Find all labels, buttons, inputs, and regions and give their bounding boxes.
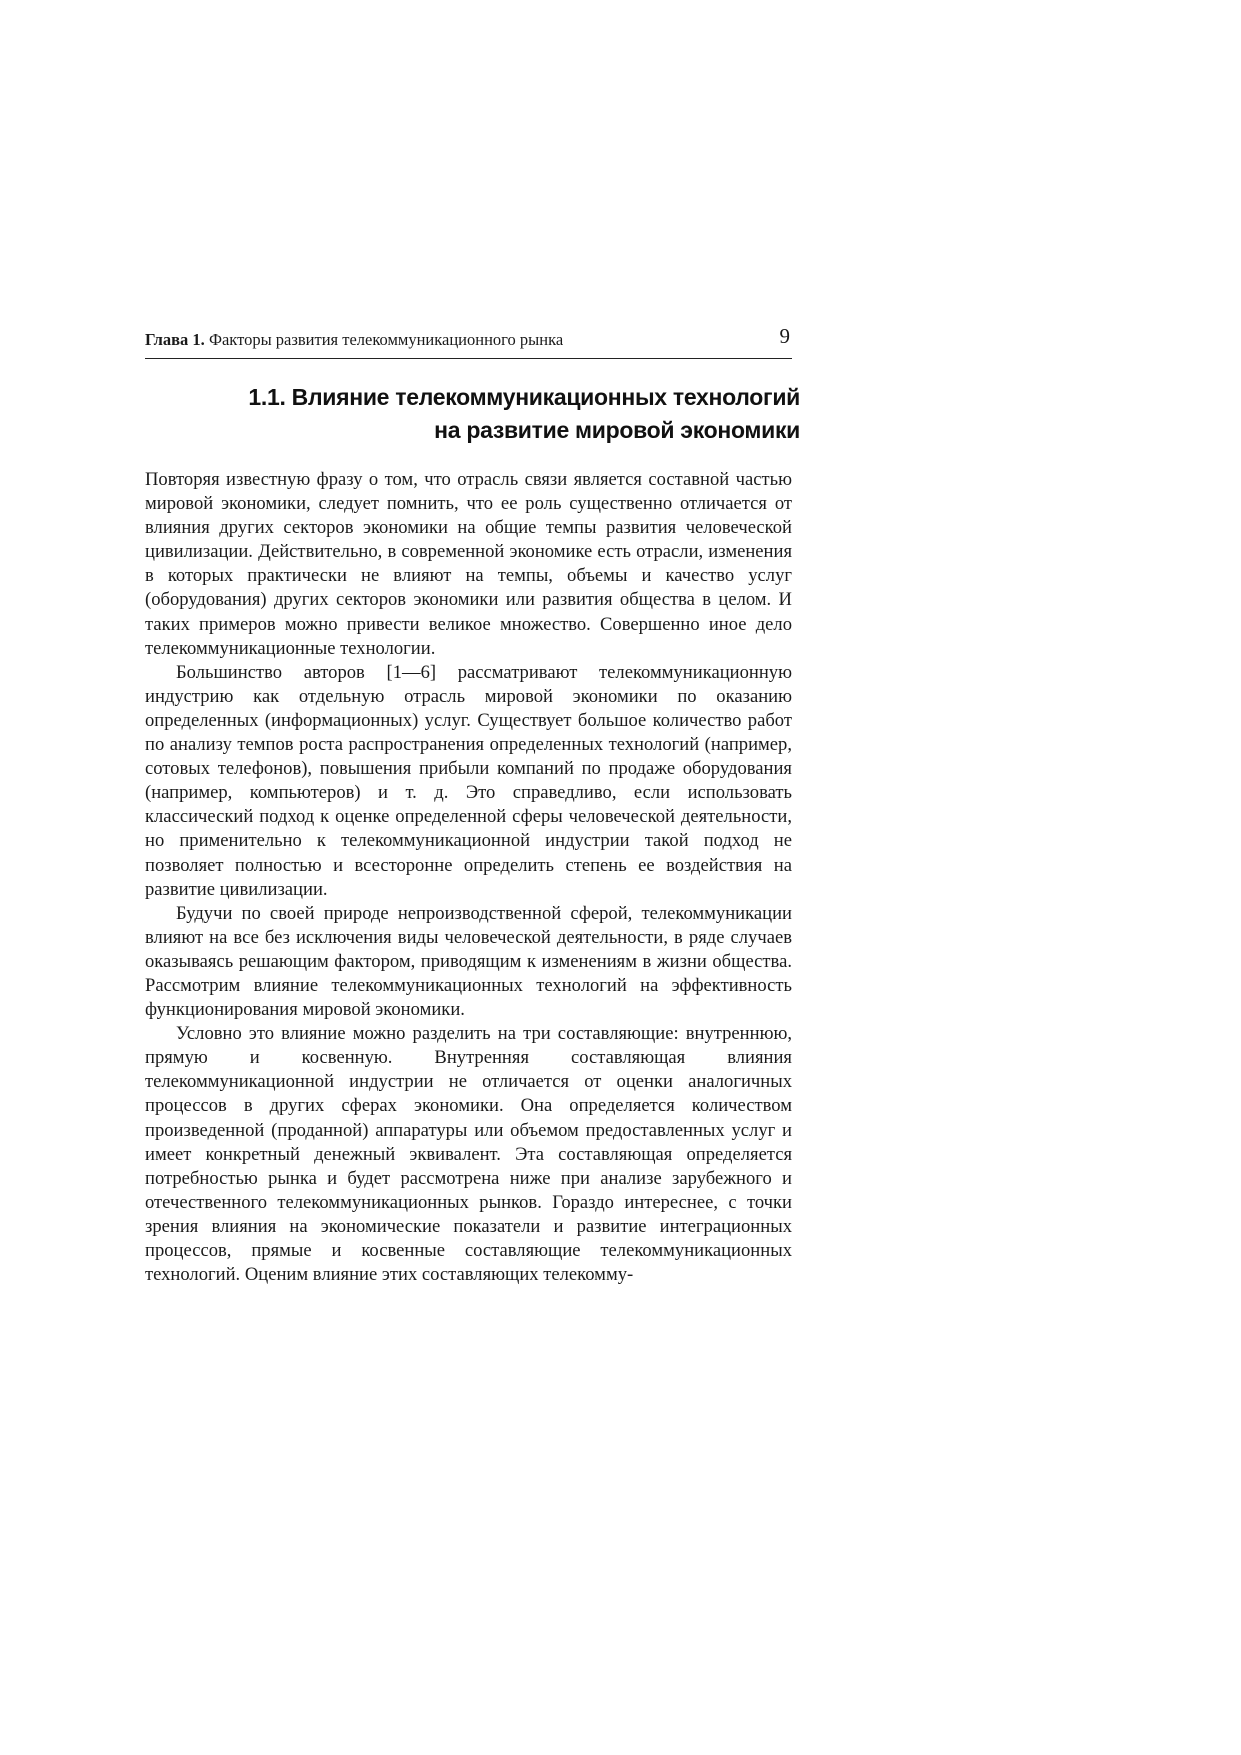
running-head: [145, 324, 792, 359]
chapter-label: Глава 1.: [145, 330, 205, 349]
paragraph-3: Будучи по своей природе непроизводственной сферой, телекоммуникации влияют на все без исключения виды человеческой деятельности, в ряде случаев оказываясь решающим фактором, приводящим к изменениям в жизни общества. Рассмотрим влияние телекоммуникационных технологий на эффективность функционирования мировой экономики.: [145, 902, 792, 1021]
paragraph-2: Большинство авторов [1—6] рассматривают телекоммуникационную индустрию как отдельную отрасль мировой экономики по оказанию определенных (информационных) услуг. Существует большое количество работ по анализу темпов роста распространения определенных технологий (например, сотовых телефонов), повышения прибыли компаний по продаже оборудования (например, компьютеров) и т. д. Это справедливо, если использовать классический подход к оценке определенной сферы человеческой деятельности, но применительно к телекоммуникационной индустрии такой подход не позволяет полностью и всесторонне определить степень ее воздействия на развитие цивилизации.: [145, 661, 792, 900]
page-number: 9: [779, 324, 790, 348]
section-title-line-2: на развитие мировой экономики: [434, 417, 800, 443]
section-title: [145, 381, 800, 447]
paragraph-4: Условно это влияние можно разделить на три составляющие: внутреннюю, прямую и косвенную. Внутренняя составляющая влияния телекоммуникационной индустрии не отличается от оценки аналогичных процессов в других сферах экономики. Она определяется количеством произведенной (проданной) аппаратуры или объемом предоставленных услуг и имеет конкретный денежный эквивалент. Эта составляющая определяется потребностью рынка и будет рассмотрена ниже при анализе зарубежного и отечественного телекоммуникационных рынков. Гораздо интереснее, с точки зрения влияния на экономические показатели и развитие интеграционных процессов, прямые и косвенные составляющие телекоммуникационных технологий. Оценим влияние этих составляющих телекомму-: [145, 1023, 792, 1286]
paragraph-1: Повторяя известную фразу о том, что отрасль связи является составной частью мировой экономики, следует помнить, что ее роль существенно отличается от влияния других секторов экономики на общие темпы развития человеческой цивилизации. Действительно, в современной экономике есть отрасли, изменения в которых практически не влияют на темпы, объемы и качество услуг (оборудования) других секторов экономики или развития общества в целом. И таких примеров можно привести великое множество. Совершенно иное дело телекоммуникационные технологии.: [145, 469, 792, 659]
chapter-title: Факторы развития телекоммуникационного рынка: [208, 330, 564, 349]
section-title-line-1: 1.1. Влияние телекоммуникационных технологий: [248, 384, 800, 410]
body-text: [145, 468, 792, 1287]
